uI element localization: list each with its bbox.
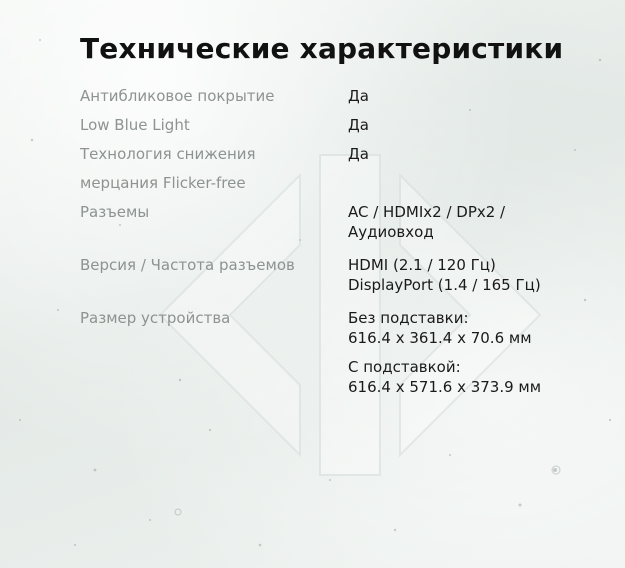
spec-value-line: 616.4 x 361.4 x 70.6 мм [348,329,532,347]
page-title: Технические характеристики [80,32,564,65]
spec-value-line: Без подставки: [348,309,469,327]
spec-value-line: Да [348,87,369,105]
spec-value [348,304,580,397]
spec-value-line: Да [348,145,369,163]
spec-label: Антибликовое покрытие [80,87,275,105]
dimensions-with-stand [348,357,580,397]
spec-value-line: HDMI (2.1 / 120 Гц) [348,256,496,274]
spec-row-port-versions [80,251,580,295]
spec-value [348,82,580,106]
dimensions-without-stand [348,308,580,348]
spec-value-line: Аудиовход [348,223,434,241]
spec-value [348,140,580,164]
spec-label: Версия / Частота разъемов [80,256,295,274]
spec-row-dimensions [80,304,580,397]
spec-row-antiglare [80,82,580,111]
spec-value-line: С подставкой: [348,358,461,376]
spec-label: Low Blue Light [80,116,190,134]
spec-label: Размер устройства [80,309,231,327]
spec-value-line: DisplayPort (1.4 / 165 Гц) [348,276,541,294]
spec-table [80,82,580,397]
spec-row-ports [80,198,580,242]
spec-value [348,111,580,135]
spec-row-low-blue-light [80,111,580,140]
spec-label: Разъемы [80,203,150,221]
spec-value-line: 616.4 x 571.6 x 373.9 мм [348,378,542,396]
spec-value-line: Да [348,116,369,134]
spec-value-line: AC / HDMIx2 / DPx2 / [348,203,506,221]
spec-label: Технология снижения мерцания Flicker-free [80,145,256,192]
spec-row-flicker-free [80,140,580,198]
spec-value [348,251,580,295]
spec-value [348,198,580,242]
